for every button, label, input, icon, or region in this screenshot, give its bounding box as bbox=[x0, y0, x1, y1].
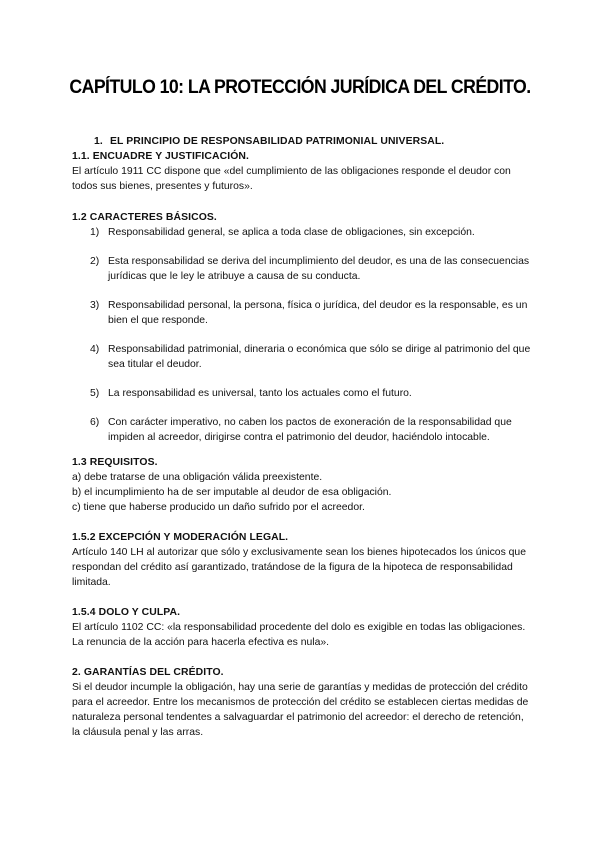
section-2-heading: 2. GARANTÍAS DEL CRÉDITO. bbox=[72, 667, 224, 678]
subsection-1-2-heading: 1.2 CARACTERES BÁSICOS. bbox=[72, 212, 217, 223]
list-item bbox=[72, 342, 534, 372]
requirement-line-b: b) el incumplimiento ha de ser imputable al deudor de esa obligación. bbox=[72, 487, 392, 498]
subsection-1-3-heading: 1.3 REQUISITOS. bbox=[72, 457, 158, 468]
list-item-number: 1) bbox=[90, 227, 100, 238]
requirement-line-a: a) debe tratarse de una obligación válida preexistente. bbox=[72, 472, 323, 483]
section-1-heading bbox=[72, 134, 534, 149]
list-item-text: Responsabilidad general, se aplica a toda clase de obligaciones, sin excepción. bbox=[108, 227, 475, 238]
subsection-1-5-4-heading: 1.5.4 DOLO Y CULPA. bbox=[72, 607, 181, 618]
list-item-text: Responsabilidad patrimonial, dineraria o económica que sólo se dirige al patrimonio del que sea titular el deudor. bbox=[108, 344, 531, 370]
list-item-number: 5) bbox=[90, 388, 100, 399]
list-item-text: Responsabilidad personal, la persona, física o jurídica, del deudor es la responsable, es un bien el que responde. bbox=[108, 300, 528, 326]
list-item bbox=[72, 386, 534, 401]
list-item-number: 6) bbox=[90, 417, 100, 428]
list-item bbox=[72, 298, 534, 328]
characteristics-list bbox=[72, 225, 534, 445]
list-item bbox=[72, 225, 534, 240]
requirement-line-c: c) tiene que haberse producido un daño sufrido por el acreedor. bbox=[72, 502, 365, 513]
document-body bbox=[72, 134, 534, 740]
list-item-number: 3) bbox=[90, 300, 100, 311]
list-item-number: 4) bbox=[90, 344, 100, 355]
subsection-1-5-2-heading: 1.5.2 EXCEPCIÓN Y MODERACIÓN LEGAL. bbox=[72, 532, 289, 543]
page-title: CAPÍTULO 10: LA PROTECCIÓN JURÍDICA DEL CRÉDITO. bbox=[69, 77, 531, 98]
subsection-1-5-2-text: Artículo 140 LH al autorizar que sólo y exclusivamente sean los bienes hipotecados los únicos que respondan del crédito así garantizado, tratándose de la figura de la hipoteca de responsabilidad limitada. bbox=[72, 547, 526, 588]
section-2-text: Si el deudor incumple la obligación, hay una serie de garantías y medidas de protección del crédito para el acreedor. Entre los mecanismos de protección del crédito se establecen ciertas medidas de naturaleza personal tendentes a salvaguardar el patrimonio del acreedor: el derecho de retención, la cláusula penal y las arras. bbox=[72, 682, 529, 738]
list-item-text: Esta responsabilidad se deriva del incumplimiento del deudor, es una de las consecuencias jurídicas que le ley le atribuye a causa de su conducta. bbox=[108, 256, 530, 282]
list-item-number: 2) bbox=[90, 256, 100, 267]
list-item-text: Con carácter imperativo, no caben los pactos de exoneración de la responsabilidad que impiden al acreedor, dirigirse contra el patrimonio del deudor, haciéndolo intocable. bbox=[108, 417, 512, 443]
subsection-1-1-heading: 1.1. ENCUADRE Y JUSTIFICACIÓN. bbox=[72, 151, 249, 162]
list-item bbox=[72, 254, 534, 284]
subsection-1-5-4-text: El artículo 1102 CC: «la responsabilidad procedente del dolo es exigible en todas las obligaciones. La renuncia de la acción para hacerla efectiva es nula». bbox=[72, 622, 526, 648]
list-item-text: La responsabilidad es universal, tanto los actuales como el futuro. bbox=[108, 388, 412, 399]
list-item bbox=[72, 415, 534, 445]
section-1-title: EL PRINCIPIO DE RESPONSABILIDAD PATRIMONIAL UNIVERSAL. bbox=[110, 136, 445, 147]
section-1-number: 1. bbox=[94, 136, 103, 147]
subsection-1-1-text: El artículo 1911 CC dispone que «del cumplimiento de las obligaciones responde el deudor con todos sus bienes, presentes y futuros». bbox=[72, 166, 511, 192]
